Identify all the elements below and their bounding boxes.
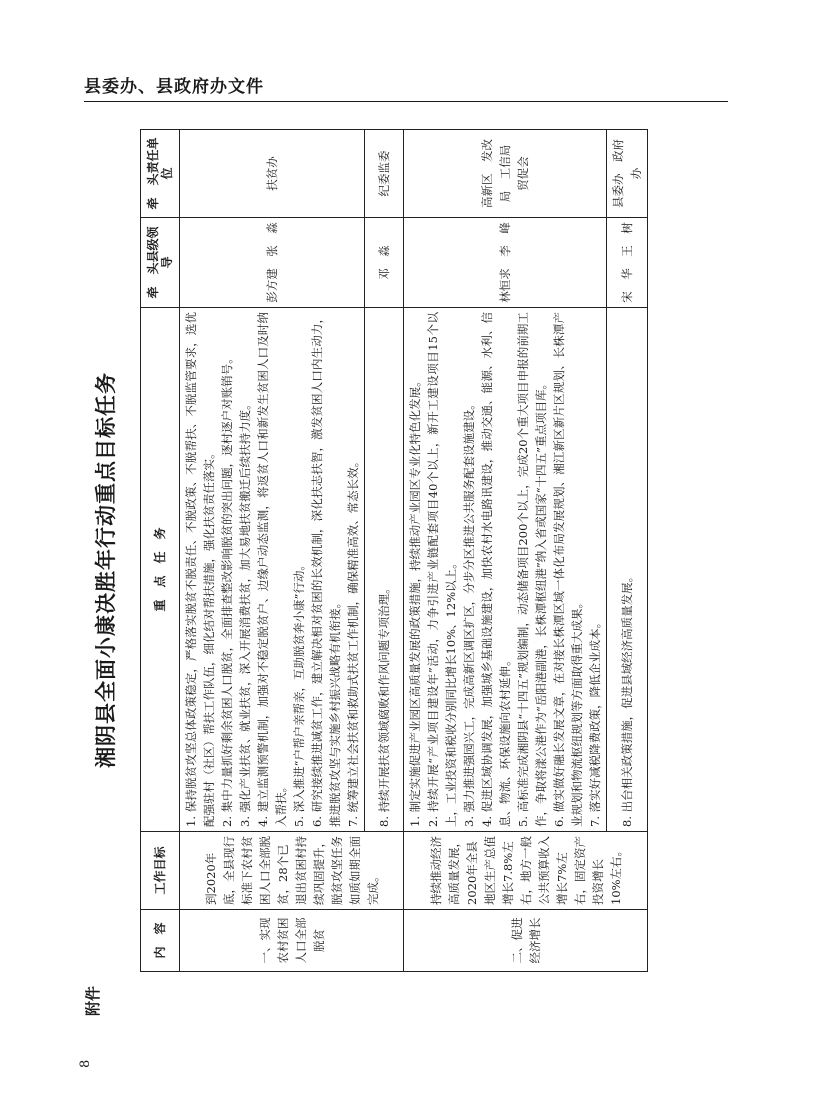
attachment-label: 附件 <box>84 985 102 1016</box>
col-header-unit: 牵 头责任单位 <box>141 130 180 218</box>
unit-cell: 扶贫办 <box>180 130 365 218</box>
task-item: 2. 集中力量抓好剩余贫困人口脱贫，全面排查整改影响脱贫的突出问题，逐村逐户对账销号。 <box>220 352 234 827</box>
leader-cell: 宋 华 王 树 <box>607 218 648 308</box>
col-header-goal: 工作目标 <box>141 832 180 910</box>
task-item: 1. 制定实施促进产业园区高质量发展的政策措施，持续推动产业园区专业化特色化发展。 <box>408 375 422 827</box>
task-item: 8. 持续开展扶贫领域腐败和作风问题专项治理。 <box>377 582 391 827</box>
table-header-row <box>141 130 180 972</box>
task-item: 2. 持续开展“产业项目建设年”活动，力争引进产业链配套项目40个以上，新开工建设项目15个以上，工业投资和税收分别同比增长10%、12%以上。 <box>426 312 458 827</box>
unit-cell: 高新区 发改局 工信局 贸促会 <box>404 130 607 218</box>
tasks-table <box>140 129 648 972</box>
table-row <box>404 130 607 972</box>
page-number: 8 <box>78 1059 93 1068</box>
goal-cell: 到2020年底，全县现行标准下农村贫困人口全部脱贫，28个已退出贫困村持续巩固提升，脱贫攻坚任务如质如期全面完成。 <box>180 832 404 910</box>
content-cell: 二、促进经济增长 <box>404 910 648 972</box>
leader-cell: 彭方建 张 淼 <box>180 218 365 308</box>
task-item: 3. 强化产业扶贫、就业扶贫，深入开展消费扶贫，加大易地扶贫搬迁后续扶持力度。 <box>238 398 252 827</box>
tasks-cell <box>607 308 648 832</box>
task-item: 3. 强力推进强园兴工，完成高新区调区扩区，分步分区推进公共服务配套设施建设。 <box>462 398 476 827</box>
leader-cell: 林恒求 李 峰 <box>404 218 607 308</box>
col-header-content: 内 容 <box>141 910 180 972</box>
task-item: 8. 出台相关政策措施，促进县域经济高质量发展。 <box>620 570 634 827</box>
task-item: 7. 统筹建立社会扶贫和救助式扶贫工作机制，确保精准高效、常态长效。 <box>346 455 360 827</box>
header-rule <box>84 101 728 102</box>
task-item: 7. 落实好减税降费政策，降低企业成本。 <box>588 616 602 827</box>
task-item: 5. 高标准完成湘阴县“十四五”规划编制，动态储备项目200个以上，完成20个重大项目申报的前期工作，争取将漾公港作为“岳阳港副港，长株潭枢纽港”纳入省或国家“十四五”重点项目库。 <box>516 312 548 827</box>
tasks-cell <box>180 308 365 832</box>
tasks-cell <box>404 308 607 832</box>
goal-cell: 持续推动经济高质量发展，2020年全县地区生产总值增长7.8%左右，地方一般公共预算收入增长7%左右，固定资产投资增长10%左右。 <box>404 832 648 910</box>
table-row <box>180 130 365 972</box>
tasks-cell <box>365 308 404 832</box>
task-item: 1. 保持脱贫攻坚总体政策稳定，严格落实脱贫不脱责任、不脱政策、不脱帮扶、不脱监管要求，选优配强驻村（社区）帮扶工作队伍，细化结对帮扶措施，强化扶贫责任落实。 <box>184 312 216 827</box>
task-item: 4. 促进区域协调发展，加强城乡基础设施建设，加快农村水电路讯建设，推动交通、能源、水利、信息、物流、环保设施向农村延伸。 <box>480 312 512 827</box>
leader-cell: 邓 淼 <box>365 218 404 308</box>
task-item: 5. 深入推进“户帮户亲帮亲，互助脱贫奔小康”行动。 <box>292 559 306 827</box>
task-item: 4. 建立监测预警机制，加强对不稳定脱贫户、边缘户动态监测，将返贫人口和新发生贫困人口及时纳入帮扶。 <box>256 312 288 827</box>
task-item: 6. 研究接续推进减贫工作，建立解决相对贫困的长效机制，深化扶志扶智，激发贫困人口内生动力，推进脱贫攻坚与实施乡村振兴战略有机衔接。 <box>310 312 342 827</box>
document-header: 县委办、县政府办文件 <box>84 77 264 97</box>
content-cell: 一、实现农村贫困人口全部脱贫 <box>180 910 404 972</box>
document-title: 湘阴县全面小康决胜年行动重点目标任务 <box>94 372 118 768</box>
unit-cell: 县委办 政府办 <box>607 130 648 218</box>
unit-cell: 纪委监委 <box>365 130 404 218</box>
rotated-page-content <box>78 130 742 1068</box>
task-item: 6. 做实做好融长发展文章，在对接长株潭区域一体化布局发展规划、湘江新区新片区规划、长株潭产业规划和物流枢纽规划等方面取得重大成果。 <box>552 312 584 827</box>
col-header-tasks: 重 点 任 务 <box>141 308 180 832</box>
col-header-leader: 牵 头县级领导 <box>141 218 180 308</box>
